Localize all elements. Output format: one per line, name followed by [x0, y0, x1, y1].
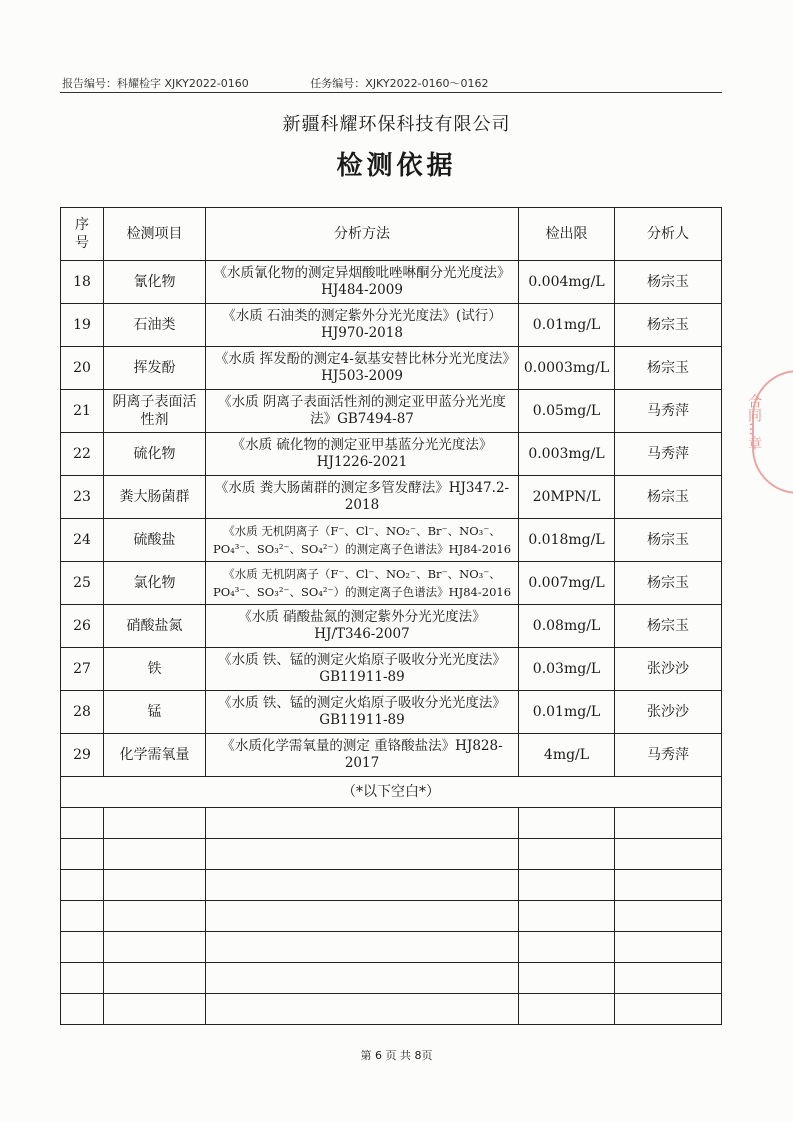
- empty-row: [61, 932, 722, 963]
- row-no: 20: [61, 347, 104, 390]
- row-no: 24: [61, 519, 104, 562]
- header-item: 检测项目: [104, 208, 206, 261]
- page-title: 检测依据: [336, 151, 457, 181]
- empty-cell: [104, 870, 206, 901]
- row-no: 27: [61, 648, 104, 691]
- empty-cell: [519, 901, 615, 932]
- blank-note: （*以下空白*）: [61, 777, 722, 808]
- empty-cell: [61, 932, 104, 963]
- empty-cell: [61, 808, 104, 839]
- empty-cell: [615, 808, 722, 839]
- empty-cell: [519, 963, 615, 994]
- empty-cell: [206, 901, 519, 932]
- empty-row: [61, 901, 722, 932]
- blank-note-row: [61, 777, 722, 808]
- empty-cell: [104, 963, 206, 994]
- row-method: 《水质 无机阴离子（F⁻、Cl⁻、NO₂⁻、Br⁻、NO₃⁻、PO₄³⁻、SO₃²⁻、SO₄²⁻）的测定离子色谱法》HJ84-2016: [206, 562, 519, 605]
- empty-cell: [615, 839, 722, 870]
- row-analyst: 杨宗玉: [615, 519, 722, 562]
- row-item: 粪大肠菌群: [104, 476, 206, 519]
- report-header: [62, 75, 489, 91]
- row-no: 25: [61, 562, 104, 605]
- empty-cell: [519, 839, 615, 870]
- row-analyst: 杨宗玉: [615, 347, 722, 390]
- row-limit: 0.004mg/L: [519, 261, 615, 304]
- row-no: 28: [61, 691, 104, 734]
- company-name: 新疆科耀环保科技有限公司: [282, 114, 511, 135]
- row-no: 21: [61, 390, 104, 433]
- row-item: 化学需氧量: [104, 734, 206, 777]
- row-limit: 0.018mg/L: [519, 519, 615, 562]
- empty-cell: [61, 870, 104, 901]
- table-row: [61, 476, 722, 519]
- empty-cell: [104, 994, 206, 1025]
- row-limit: 0.003mg/L: [519, 433, 615, 476]
- row-method: 《水质 粪大肠菌群的测定多管发酵法》HJ347.2-2018: [206, 476, 519, 519]
- row-no: 18: [61, 261, 104, 304]
- table-row: [61, 605, 722, 648]
- empty-cell: [615, 994, 722, 1025]
- row-method: 《水质 铁、锰的测定火焰原子吸收分光光度法》GB11911-89: [206, 648, 519, 691]
- empty-cell: [206, 870, 519, 901]
- row-method: 《水质氰化物的测定异烟酸吡唑啉酮分光光度法》HJ484-2009: [206, 261, 519, 304]
- row-item: 铁: [104, 648, 206, 691]
- row-item: 硫酸盐: [104, 519, 206, 562]
- empty-cell: [519, 994, 615, 1025]
- row-item: 硝酸盐氮: [104, 605, 206, 648]
- empty-row: [61, 870, 722, 901]
- row-limit: 0.03mg/L: [519, 648, 615, 691]
- row-limit: 0.08mg/L: [519, 605, 615, 648]
- row-analyst: 马秀萍: [615, 433, 722, 476]
- row-analyst: 杨宗玉: [615, 562, 722, 605]
- row-analyst: 杨宗玉: [615, 304, 722, 347]
- row-limit: 20MPN/L: [519, 476, 615, 519]
- empty-cell: [206, 839, 519, 870]
- table-row: [61, 562, 722, 605]
- row-method: 《水质 无机阴离子（F⁻、Cl⁻、NO₂⁻、Br⁻、NO₃⁻、PO₄³⁻、SO₃²⁻、SO₄²⁻）的测定离子色谱法》HJ84-2016: [206, 519, 519, 562]
- empty-cell: [206, 932, 519, 963]
- table-row: [61, 261, 722, 304]
- row-analyst: 马秀萍: [615, 390, 722, 433]
- row-item: 锰: [104, 691, 206, 734]
- table-row: [61, 519, 722, 562]
- row-limit: 0.01mg/L: [519, 304, 615, 347]
- row-limit: 0.007mg/L: [519, 562, 615, 605]
- row-limit: 0.0003mg/L: [519, 347, 615, 390]
- row-limit: 0.01mg/L: [519, 691, 615, 734]
- empty-cell: [615, 901, 722, 932]
- table-row: [61, 390, 722, 433]
- empty-cell: [206, 963, 519, 994]
- row-analyst: 马秀萍: [615, 734, 722, 777]
- empty-cell: [615, 963, 722, 994]
- row-method: 《水质 阴离子表面活性剂的测定亚甲蓝分光光度法》GB7494-87: [206, 390, 519, 433]
- table-row: [61, 347, 722, 390]
- empty-cell: [519, 932, 615, 963]
- empty-cell: [61, 901, 104, 932]
- header-analyst: 分析人: [615, 208, 722, 261]
- method-table: [60, 207, 722, 1025]
- row-limit: 4mg/L: [519, 734, 615, 777]
- empty-cell: [61, 963, 104, 994]
- empty-cell: [615, 870, 722, 901]
- report-number: 报告编号：科耀检字 XJKY2022-0160: [62, 77, 249, 90]
- header-method: 分析方法: [206, 208, 519, 261]
- row-item: 氰化物: [104, 261, 206, 304]
- row-analyst: 张沙沙: [615, 648, 722, 691]
- table-row: [61, 433, 722, 476]
- task-number: 任务编号：XJKY2022-0160～0162: [310, 77, 489, 90]
- empty-cell: [519, 870, 615, 901]
- row-analyst: 杨宗玉: [615, 605, 722, 648]
- empty-cell: [519, 808, 615, 839]
- empty-row: [61, 963, 722, 994]
- empty-row: [61, 994, 722, 1025]
- row-method: 《水质 石油类的测定紫外分光光度法》(试行）HJ970-2018: [206, 304, 519, 347]
- empty-cell: [104, 932, 206, 963]
- empty-row: [61, 839, 722, 870]
- page-footer: 第 6 页 共 8页: [360, 1049, 433, 1062]
- row-item: 硫化物: [104, 433, 206, 476]
- stamp-text: 合同…章: [746, 394, 762, 450]
- table-row: [61, 691, 722, 734]
- header-no: 序号: [61, 208, 104, 261]
- row-no: 22: [61, 433, 104, 476]
- row-analyst: 张沙沙: [615, 691, 722, 734]
- row-item: 挥发酚: [104, 347, 206, 390]
- row-item: 阴离子表面活性剂: [104, 390, 206, 433]
- row-no: 19: [61, 304, 104, 347]
- row-analyst: 杨宗玉: [615, 261, 722, 304]
- table-row: [61, 734, 722, 777]
- row-limit: 0.05mg/L: [519, 390, 615, 433]
- empty-cell: [206, 808, 519, 839]
- row-method: 《水质 铁、锰的测定火焰原子吸收分光光度法》GB11911-89: [206, 691, 519, 734]
- header-rule: [60, 92, 722, 93]
- row-method: 《水质化学需氧量的测定 重铬酸盐法》HJ828-2017: [206, 734, 519, 777]
- empty-cell: [104, 901, 206, 932]
- empty-cell: [61, 839, 104, 870]
- empty-row: [61, 808, 722, 839]
- header-limit: 检出限: [519, 208, 615, 261]
- empty-cell: [206, 994, 519, 1025]
- row-method: 《水质 硫化物的测定亚甲基蓝分光光度法》HJ1226-2021: [206, 433, 519, 476]
- table-header-row: [61, 208, 722, 261]
- table-row: [61, 648, 722, 691]
- empty-cell: [104, 808, 206, 839]
- table-row: [61, 304, 722, 347]
- row-method: 《水质 硝酸盐氮的测定紫外分光光度法》HJ/T346-2007: [206, 605, 519, 648]
- empty-cell: [615, 932, 722, 963]
- row-item: 石油类: [104, 304, 206, 347]
- row-method: 《水质 挥发酚的测定4-氨基安替比林分光光度法》HJ503-2009: [206, 347, 519, 390]
- empty-cell: [104, 839, 206, 870]
- row-item: 氯化物: [104, 562, 206, 605]
- row-analyst: 杨宗玉: [615, 476, 722, 519]
- empty-cell: [61, 994, 104, 1025]
- row-no: 26: [61, 605, 104, 648]
- row-no: 29: [61, 734, 104, 777]
- red-seal-stamp: [746, 370, 793, 494]
- row-no: 23: [61, 476, 104, 519]
